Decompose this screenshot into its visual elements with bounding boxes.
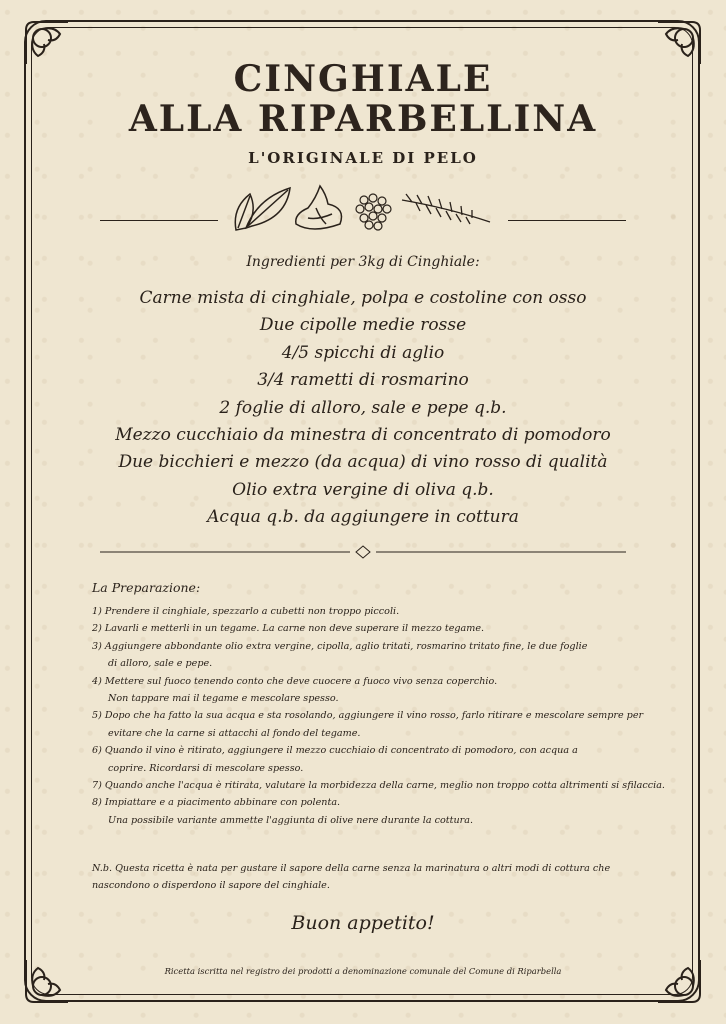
step-line: Una possibile variante ammette l'aggiunta di olive nere durante la cottura. (108, 814, 474, 826)
garlic-icon (296, 186, 342, 229)
step-line: 6) Quando il vino è ritirato, aggiungere il mezzo cucchiaio di concentrato di pomodoro, con acqua a (92, 745, 578, 757)
note (92, 860, 652, 894)
title-line-1: CINGHIALE (233, 58, 493, 100)
ingredient-item: Olio extra vergine di oliva q.b. (232, 479, 494, 500)
ingredient-item: Due cipolle medie rosse (259, 315, 467, 336)
step-line: di alloro, sale e pepe. (108, 658, 213, 670)
step-line: 1) Prendere il cinghiale, spezzarlo a cubetti non troppo piccoli. (92, 606, 400, 617)
step-line: coprire. Ricordarsi di mescolare spesso. (108, 762, 304, 774)
ingredient-item: Carne mista di cinghiale, polpa e costoline con osso (139, 288, 587, 308)
ingredient-item: Due bicchieri e mezzo (da acqua) di vino rosso di qualità (118, 452, 608, 473)
ingredient-item: Acqua q.b. da aggiungere in cottura (207, 507, 519, 528)
subtitle: L'ORIGINALE DI PELO (248, 149, 478, 167)
note-line: nascondono o disperdono il sapore del cinghiale. (92, 880, 330, 891)
preparation-steps (92, 603, 665, 829)
bay-leaves-icon (235, 188, 290, 230)
diamond-ornament-icon (356, 546, 370, 558)
corner-ornament-icon (652, 954, 706, 1008)
corner-ornament-icon (20, 954, 74, 1008)
step-line: 4) Mettere sul fuoco tenendo conto che deve cuocere a fuoco vivo senza coperchio. (92, 675, 498, 687)
herbs-illustration (228, 178, 496, 238)
step-line: 2) Lavarli e metterli in un tegame. La carne non deve superare il mezzo tegame. (92, 623, 485, 635)
title-line-2: ALLA RIPARBELLINA (128, 98, 598, 140)
step-line: 5) Dopo che ha fatto la sua acqua e sta rosolando, aggiungere il vino rosso, farlo ritirare e mescolare sempre per (92, 710, 644, 722)
peppercorns-icon (356, 194, 391, 230)
step-line: Non tappare mai il tegame e mescolare spesso. (108, 693, 339, 705)
step-line: 7) Quando anche l'acqua è ritirata, valutare la morbidezza della carne, meglio non troppo cotta altrimenti si sfilaccia. (92, 780, 665, 792)
step-line: 8) Impiattare e a piacimento abbinare con polenta. (92, 797, 341, 809)
ingredients-heading: Ingredienti per 3kg di Cinghiale: (246, 254, 480, 270)
ingredient-item: 2 foglie di alloro, sale e pepe q.b. (219, 397, 507, 418)
note-line: N.b. Questa ricetta è nata per gustare il sapore della carne senza la marinatura o altri modi di cottura che (92, 863, 611, 874)
ingredient-item: Mezzo cucchiaio da minestra di concentrato di pomodoro (115, 425, 611, 446)
rosemary-icon (402, 194, 490, 224)
step-line: evitare che la carne si attacchi al fondo del tegame. (108, 727, 361, 739)
ingredients-list (0, 285, 726, 532)
closing-text: Buon appetito! (291, 912, 435, 934)
section-divider (100, 545, 626, 559)
divider-right (508, 220, 626, 221)
preparation-heading: La Preparazione: (92, 580, 201, 595)
step-line: 3) Aggiungere abbondante olio extra vergine, cipolla, aglio tritati, rosmarino tritato fine, le due foglie (92, 640, 588, 652)
footer-text: Ricetta iscritta nel registro dei prodotti a denominazione comunale del Comune di Riparbella (164, 966, 562, 976)
ingredient-item: 3/4 rametti di rosmarino (257, 370, 469, 391)
ingredient-item: 4/5 spicchi di aglio (281, 342, 445, 363)
divider-left (100, 220, 218, 221)
